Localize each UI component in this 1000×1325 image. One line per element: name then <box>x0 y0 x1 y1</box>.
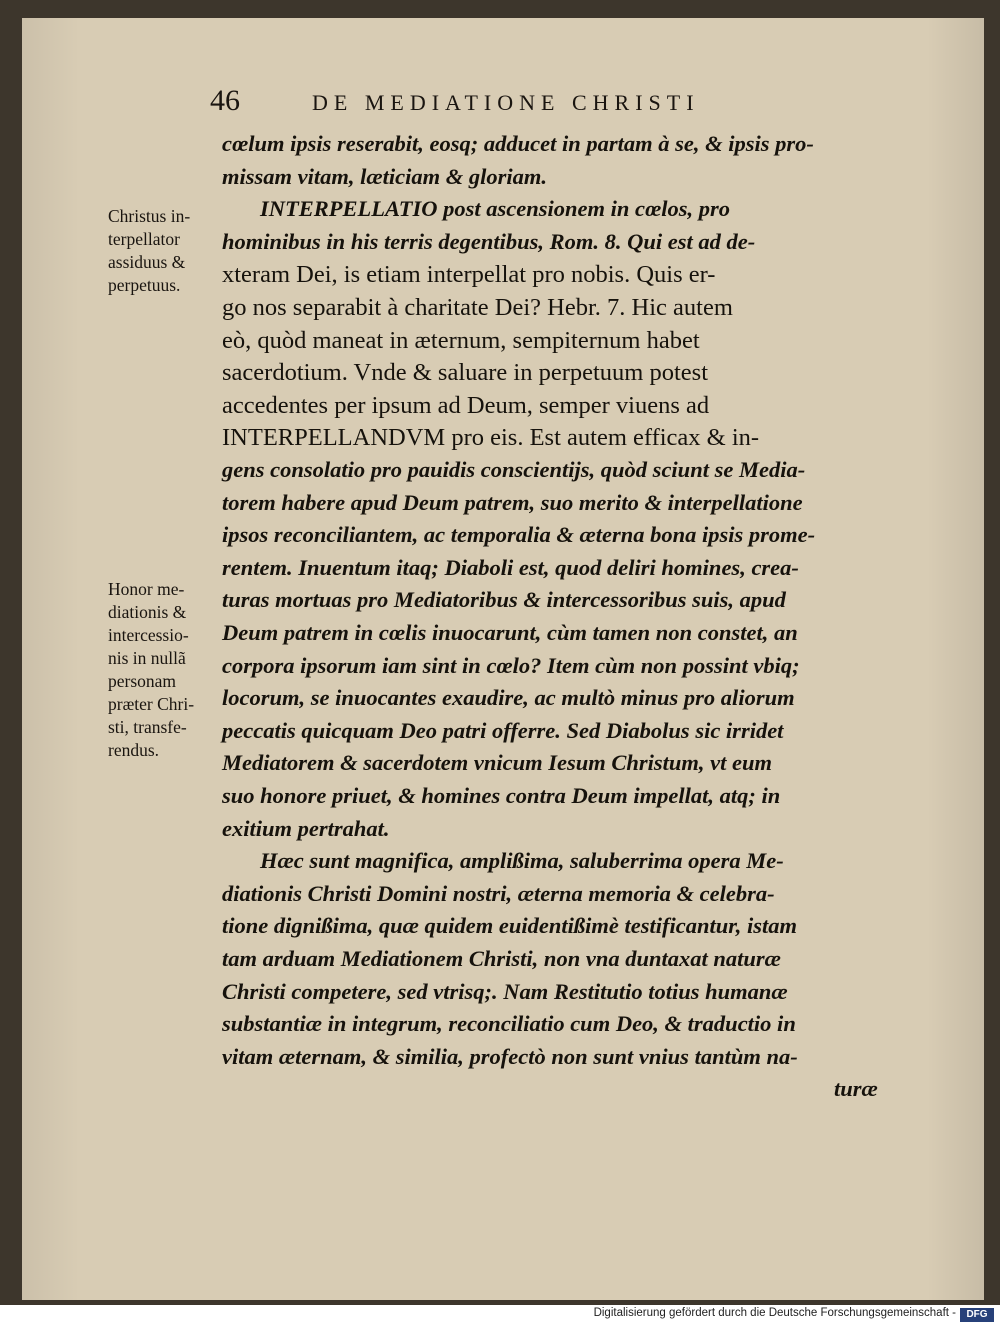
margin-note <box>108 578 228 762</box>
text-line: torem habere apud Deum patrem, suo merito & interpellatione <box>222 489 803 515</box>
text-line: suo honore priuet, & homines contra Deum impellat, atq; in <box>222 783 781 808</box>
text-line: turas mortuas pro Mediatoribus & intercessoribus suis, apud <box>222 587 786 613</box>
page-header <box>210 84 830 124</box>
margin-note-line: nis in nullã <box>108 648 186 668</box>
text-line: hominibus in his terris degentibus, Rom. 8. Qui est ad de- <box>222 228 756 254</box>
margin-note-line: assiduus & <box>108 252 186 272</box>
text-line: Christi competere, sed vtrisq;. Nam Restitutio totius humanæ <box>222 978 788 1004</box>
margin-note-line: sti, transfe- <box>108 717 187 737</box>
text-line: locorum, se inuocantes exaudire, ac multò minus pro aliorum <box>222 685 795 711</box>
text-line: xteram Dei, is etiam interpellat pro nobis. Quis er- <box>222 261 716 289</box>
text-line: Hæc sunt magnifica, amplißima, saluberrima opera Me- <box>260 848 784 874</box>
text-line: tam arduam Mediationem Christi, non vna duntaxat naturæ <box>222 946 781 971</box>
margin-note-line: præter Chri- <box>108 694 195 714</box>
text-line: accedentes per ipsum ad Deum, semper viuens ad <box>222 391 710 419</box>
footer-credit: Digitalisierung gefördert durch die Deutsche Forschungsgemeinschaft - <box>593 1307 956 1319</box>
text-line: Mediatorem & sacerdotem vnicum Iesum Christum, vt eum <box>222 750 773 776</box>
text-line: eò, quòd maneat in æternum, sempiternum habet <box>222 326 700 354</box>
catchword: turæ <box>834 1076 878 1102</box>
text-line: sacerdotium. Vnde & saluare in perpetuum potest <box>222 359 709 387</box>
margin-note-line: perpetuus. <box>108 275 181 295</box>
text-line: substantiæ in integrum, reconciliatio cum Deo, & traductio in <box>222 1011 796 1037</box>
text-line: Deum patrem in cœlis inuocarunt, cùm tamen non constet, an <box>222 620 798 645</box>
margin-note-line: personam <box>108 671 177 691</box>
text-line: exitium pertrahat. <box>222 815 390 841</box>
margin-note-line: Honor me- <box>108 579 185 599</box>
text-line: tione dignißima, quæ quidem euidentißimè testificantur, istam <box>222 913 798 939</box>
margin-note-line: rendus. <box>108 740 160 760</box>
text-line: cœlum ipsis reserabit, eosq; adducet in partam à se, & ipsis pro- <box>222 131 814 156</box>
margin-note-line: terpellator <box>108 229 180 249</box>
text-line: peccatis quicquam Deo patri offerre. Sed Diabolus sic irridet <box>222 717 784 743</box>
text-line: INTERPELLANDVM pro eis. Est autem efficax & in- <box>222 424 760 452</box>
margin-note-line: intercessio- <box>108 625 189 645</box>
text-line: gens consolatio pro pauidis conscientijs, quòd sciunt se Media- <box>222 457 806 482</box>
text-line: ipsos reconciliantem, ac temporalia & æterna bona ipsis prome- <box>222 522 816 548</box>
text-line: INTERPELLATIO post ascensionem in cœlos, pro <box>260 196 731 222</box>
footer-bar <box>0 1305 1000 1325</box>
text-line: diationis Christi Domini nostri, æterna memoria & celebra- <box>222 880 775 906</box>
text-line: missam vitam, læticiam & gloriam. <box>222 163 548 189</box>
margin-note <box>108 205 228 297</box>
margin-note-line: diationis & <box>108 602 187 622</box>
text-line: corpora ipsorum iam sint in cœlo? Item cùm non possint vbiq; <box>222 652 800 678</box>
text-line: go nos separabit à charitate Dei? Hebr. 7. Hic autem <box>222 294 733 321</box>
margin-note-line: Christus in- <box>108 206 191 226</box>
text-line: vitam æternam, & similia, profectò non sunt vnius tantùm na- <box>222 1043 798 1069</box>
running-head: DE MEDIATIONE CHRISTI <box>312 90 700 115</box>
text-line: rentem. Inuentum itaq; Diaboli est, quod deliri homines, crea- <box>222 554 799 580</box>
page-number: 46 <box>210 84 240 117</box>
dfg-logo: DFG <box>960 1308 994 1322</box>
